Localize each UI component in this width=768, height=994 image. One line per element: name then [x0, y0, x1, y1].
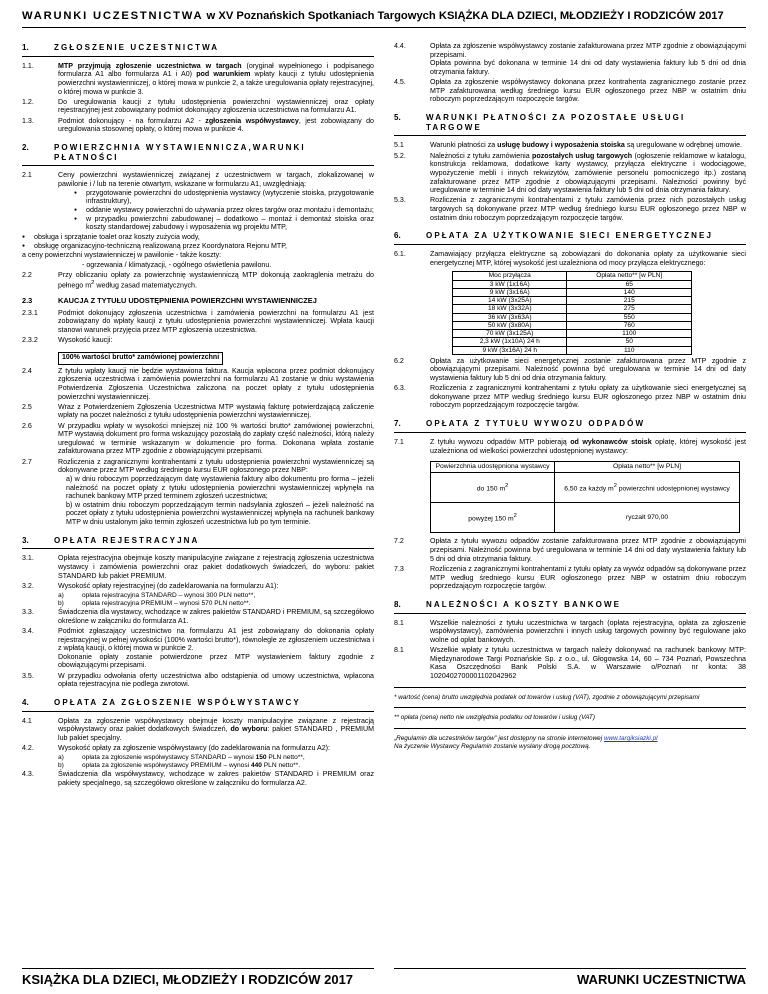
power-fee-table [452, 271, 692, 355]
page-footer [22, 968, 746, 988]
para-1-1: 1.1. MTP przyjmują zgłoszenie uczestnictwa w targach (oryginał wypełnionego i podpisanego formularza A1 albo formularza A1 i A0) pod warunkiem wpłaty kaucji z tytułu udostępnienia powierzchni wystawienniczej, o której mowa w punkcie 2, a także uregulowania opłaty rejestracyjnej, o której mowa w punkcie 3. [22, 61, 374, 96]
bullet-item: ● obsługa i sprzątanie toalet oraz koszty zużycia wody, [22, 233, 374, 242]
section-5-heading: 5. WARUNKI PŁATNOŚCI ZA POZOSTAŁE USŁUGI TARGOWE [394, 110, 746, 137]
table-row: 50 kW (3x80A) 760 [453, 321, 692, 329]
para-2-2: 2.2 Przy obliczaniu opłaty za powierzchnię wystawienniczą MTP dokonują zaokrąglenia metrażu do pełnego $m^2$ według zasad matematycznych. [22, 270, 374, 289]
table-row: 3 kW (1x16A) 65 [453, 280, 692, 288]
waste-fee-table [430, 461, 740, 533]
list-item-4-2-a: a) opłata za zgłoszenie współwystawcy STANDARD – wynosi 150 PLN netto**, [58, 754, 305, 762]
table-row: 14 kW (3x25A) 215 [453, 297, 692, 305]
para-2-4: 2.4 Z tytułu wpłaty kaucji nie będzie wystawiona faktura. Kaucja wpłacona przez podmiot dokonujący zgłoszenia uczestnictwa i zamówienia powierzchni na formularzu A1 zostanie w dniu wystawienia Potwierdzenia Zgłoszenia Uczestnictwa zaliczona na poczet opłaty z tytułu udostępnienia powierzchni wystawienniczej. [22, 366, 374, 401]
para-2-7-b: b) w ostatnim dniu roboczym poprzedzającym termin nadsyłania zgłoszeń – jeżeli należność na poczet opłaty z tytułu udostępnienia powierzchni wystawienniczej wpłynęła na rachunek bankowy MTP w dniu ustalonym jako termin zgłoszeń uczestnictwa lub po tym terminie. [66, 500, 374, 527]
subsection-2-3-heading: 2.3 KAUCJA Z TYTUŁU UDOSTĘPNIENIA POWIERZCHNI WYSTAWIENNICZEJ [22, 295, 317, 305]
deposit-box: 100% wartości brutto* zamówionej powierzchni [58, 352, 223, 365]
para-3-5: 3.5. W przypadku odwołania oferty uczestnictwa albo odstąpienia od umowy uczestnictwa, wpłacona opłata rejestracyjna nie podlega zwrotowi. [22, 671, 374, 689]
para-4-1: 4.1 Opłata za zgłoszenie współwystawcy obejmuje koszty manipulacyjne związane z rejestracją współwystawcy oraz pakiet dodatkowych świadczeń, do wyboru: pakiet STANDARD , PREMIUM lub pakiet specjalny. [22, 716, 374, 742]
para-1-3: 1.3. Podmiot dokonujący - na formularzu A2 - zgłoszenia współwystawcy, jest zobowiązany do uregulowania stosownej opłaty, o której mowa w punkcie 4. [22, 116, 374, 134]
para-2-5: 2.5 Wraz z Potwierdzeniem Zgłoszenia Uczestnictwa MTP wystawią fakturę potwierdzającą zaliczenie wpłaty na poczet należności z tytułu udostępnienia powierzchni wystawienniczej. [22, 402, 374, 420]
table-header: Opłata netto** [w PLN] [555, 462, 740, 473]
title-rest: w XV Poznańskich Spotkaniach Targowych [203, 10, 439, 22]
section-6-heading: 6. OPŁATA ZA UŻYTKOWANIE SIECI ENERGETYCZNEJ [394, 228, 746, 245]
columns [22, 34, 746, 789]
table-row: 70 kW (3x125A) 1100 [453, 330, 692, 338]
divider [394, 728, 746, 729]
title-emph: KSIĄŻKA DLA DZIECI, MŁODZIEŻY I RODZICÓW 2017 [438, 10, 724, 22]
table-row: 36 kW (3x63A) 550 [453, 313, 692, 321]
para-2-6: 2.6 W przypadku wpłaty w wysokości mniejszej niż 100 % wartości brutto* zamówionej powierzchni, MTP wystawią dokument pro forma wskazujący pozostałą do zapłaty część należności, którą należy uregulować w terminie wskazanym w dokumencie pro forma. Dokonana wpłata zostanie zafakturowana przez MTP zgodnie z obowiązującymi przepisami. [22, 421, 374, 456]
para-3-1: 3.1. Opłata rejestracyjna obejmuje koszty manipulacyjne związane z rejestracją zgłoszenia uczestnictwa wystawcy i zamówienia powierzchni oraz pakiet dodatkowych świadczeń, do wyboru: pakiet STANDARD lub pakiet PREMIUM. [22, 554, 374, 580]
table-row: 2,3 kW (1x10A) 24 h 50 [453, 338, 692, 346]
regulations-note: „Regulamin dla uczestników targów” jest dostępny na stronie internetowej www.targiksiazki.pl [394, 735, 658, 743]
page-title [22, 10, 746, 28]
para-7-2: 7.2 Opłata z tytułu wywozu odpadów zostanie zafakturowana przez MTP zgodnie z obowiązującymi przepisami. Należność powinna być uregulowana w terminie 14 dni od daty wystawienia faktury lub 5 dni od dnia otrzymania faktury. [394, 537, 746, 563]
table-row: powyżej 150 $m^2$ ryczałt 970,00 [431, 503, 740, 533]
section-1-heading: 1. ZGŁOSZENIE UCZESTNICTWA [22, 40, 374, 57]
regulations-mail-note: Na życzenie Wystawcy Regulamin zostanie wysłany drogą pocztową. [394, 742, 591, 750]
table-row: do 150 $m^2$ 6,50 za każdy $m^2$ powierzchni udostępnionej wystawcy [431, 473, 740, 503]
para-6-1: 6.1. Zamawiający przyłącza elektryczne są zobowiązani do dokonania opłaty za użytkowanie sieci energetycznej MTP, której wysokość jest uzależniona od mocy przyłącza elektrycznego: [394, 250, 746, 267]
divider [394, 687, 746, 688]
section-8-heading: 8. NALEŻNOŚCI A KOSZTY BANKOWE [394, 597, 746, 614]
section-4-heading: 4. OPŁATA ZA ZGŁOSZENIE WSPÓŁWYSTAWCY [22, 695, 374, 712]
para-3-4: 3.4. Podmiot zgłaszający uczestnictwo na formularzu A1 jest zobowiązany do dokonania opłaty rejestracyjnej w pełnej wysokości (100% wartości brutto*), równolegle ze zgłoszeniem uczestnictwa i z wpłatą kaucji, o której mowa w punkcie 2. Dokonanie opłaty zostanie potwierdzone przez MTP wystawieniem faktury zgodnie z obowiązującymi przepisami. [22, 626, 374, 670]
footnote-net: ** opłata (cena) netto nie uwzględnia podatku od towarów i usług (VAT) [394, 714, 595, 722]
para-4-3: 4.3. Świadczenia dla współwystawcy, wchodzące w zakres pakietów STANDARD i PREMIUM oraz pakiety specjalnego, są szczegółowo określone w załączniku do formularza A2. [22, 770, 374, 787]
para-2-3-1: 2.3.1 Podmiot dokonujący zgłoszenia uczestnictwa i zamówienia powierzchni na formularzu A1 jest zobowiązany do wpłaty kaucji z tytułu udostępnienia powierzchni wystawienniczej. Wpłata kaucji stanowi warunek przyjęcia przez MTP zgłoszenia uczestnictwa. [22, 308, 374, 334]
para-8-1b: 8.1 Wszelkie wpłaty z tytułu uczestnictwa w targach należy dokonywać na rachunek bankowy MTP: Międzynarodowe Targi Poznańskie Sp. z o.o., ul. Głogowska 14, 60 – 734 Poznań, Powszechna Kasa Oszczędności Bank Polski S.A. w Warszawie o/Poznań nr konta: 38 1020402700001102042962 [394, 645, 746, 680]
website-link[interactable]: www.targiksiazki.pl [603, 735, 658, 743]
bullet-list-2 [22, 233, 374, 250]
list-item-4-2-b: b) opłata za zgłoszenie współwystawcy PREMIUM – wynosi 440 PLN netto**. [58, 762, 301, 770]
para-2-7-a: a) w dniu roboczym poprzedzającym datę wystawienia faktury albo dokumentu pro forma – jeżeli należność na poczet opłaty z tytułu udostępnienia powierzchni wystawienniczej wpłynęła na rachunek bankowy MTP przed terminem zgłoszeń uczestnictwa; [66, 474, 374, 501]
para-1-2: 1.2. Do uregulowania kaucji z tytułu udostępnienia powierzchni wystawienniczej oraz opłaty rejestracyjnej jest zobowiązany podmiot dokonujący zgłoszenia uczestnictwa na formularzu A1. [22, 97, 374, 115]
para-2-3-2: 2.3.2 Wysokość kaucji: [22, 336, 113, 345]
para-7-3: 7.3 Rozliczenia z zagranicznymi kontrahentami z tytułu opłaty za wywóz odpadów są dokonywane przez MTP według średniego kursu EUR ogłoszonego przez NBP w ostatnim dniu roboczym poprzedzającym rozpoczęcie targów. [394, 564, 746, 591]
para-4-2: 4.2. Wysokość opłaty za zgłoszenie współwystawcy (do zadeklarowania na formularzu A2): [22, 744, 330, 753]
para-2-1-cont2: - ogrzewania / klimatyzacji, - ogólnego oświetlenia pawilonu. [82, 260, 272, 269]
table-row: 9 kW (3x16A) 24 h 110 [453, 346, 692, 354]
list-item-3-2-b: b) opłata rejestracyjna PREMIUM – wynosi 570 PLN netto**. [58, 600, 251, 608]
footer-doc-title: WARUNKI UCZESTNICTWA [394, 968, 746, 988]
para-5-1: 5.1 Warunki płatności za usługę budowy i wyposażenia stoiska są uregulowane w odrębnej umowie. [394, 141, 742, 150]
table-row: 9 kW (3x16A) 140 [453, 288, 692, 296]
right-column [394, 34, 746, 789]
para-8-1: 8.1 Wszelkie należności z tytułu uczestnictwa w targach (opłata rejestracyjna, opłata za zgłoszenie współwystawcy), zamówienia powierzchni i innych usług targowych powinny być regulowane jako wolne od opłat bankowych. [394, 618, 746, 644]
para-7-1: 7.1 Z tytułu wywozu odpadów MTP pobierają od wykonawców stoisk opłatę, której wysokość jest uzależniona od wielkości powierzchni udostępnionej wystawcy: [394, 437, 746, 455]
para-4-4: 4.4. Opłata za zgłoszenie współwystawcy zostanie zafakturowana przez MTP zgodnie z obowiązującymi przepisami. Opłata powinna być dokonana w terminie 14 dni od daty wystawienia faktury lub 5 dni od dnia otrzymania faktury. [394, 42, 746, 76]
para-6-3: 6.3. Rozliczenia z zagranicznymi kontrahentami z tytułu opłaty za użytkowanie sieci energetycznej są dokonywane przez MTP według średniego kursu EUR ogłoszonego przez NBP w ostatnim dniu roboczym poprzedzającym rozpoczęcie targów. [394, 384, 746, 410]
para-2-7: 2.7 Rozliczenia z zagranicznymi kontrahentami z tytułu udostępnienia powierzchni wystawienniczej są dokonywane przez MTP według średniego kursu EUR ogłoszonego przez NBP: a) w dniu roboczym poprzedzającym datę wystawienia faktury albo dokumentu pro forma – jeżeli należność na poczet opłaty z tytułu udostępnienia powierzchni wystawienniczej wpłynęła na rachunek bankowy MTP przed terminem zgłoszeń uczestnictwa; b) w ostatnim dniu roboczym poprzedzającym termin nadsyłania zgłoszeń – jeżeli należność na poczet opłaty z tytułu udostępnienia powierzchni wystawienniczej wpłynęła na rachunek bankowy MTP w dniu ustalonym jako termin zgłoszeń uczestnictwa lub po tym terminie. [22, 457, 374, 527]
para-5-3: 5.3. Rozliczenia z zagranicznymi kontrahentami z tytułu zamówienia przez nich pozostałych usług targowych są dokonywane przez MTP według średniego kursu EUR ogłoszonego przez NBP w ostatnim dniu roboczym poprzedzającym rozpoczęcie targów. [394, 196, 746, 222]
title-prefix: WARUNKI UCZESTNICTWA [22, 10, 204, 22]
para-3-2: 3.2. Wysokość opłaty rejestracyjnej (do zadeklarowania na formularzu A1): [22, 581, 279, 590]
list-item-3-2-a: a) opłata rejestracyjna STANDARD – wynosi 300 PLN netto**, [58, 592, 256, 600]
para-6-2: 6.2 Opłata za użytkowanie sieci energetycznej zostanie zafakturowana przez MTP zgodnie z obowiązującymi przepisami. Należność powinna być uregulowana w terminie 14 dni od daty wystawienia faktury lub 5 dni od dnia otrzymania faktury. [394, 356, 746, 383]
table-header: Opłata netto** [w PLN] [567, 272, 692, 280]
para-4-5: 4.5. Opłata za zgłoszenie współwystawcy dokonana przez kontrahenta zagranicznego zostanie przez MTP zafakturowana według średniego kursu EUR ogłoszonego przez NBP w ostatnim dniu roboczym poprzedzającym rozpoczęcie targów. [394, 78, 746, 104]
bullet-item: ● w przypadku powierzchni zabudowanej – dodatkowo – montaż i demontaż stoiska oraz koszty standardowej zabudowy i wyposażenia wg projektu MTP, [74, 215, 374, 232]
bullet-item: ● obsługę organizacyjno-techniczną realizowaną przez Koordynatora Rejonu MTP, [22, 242, 374, 251]
section-2-heading: 2. POWIERZCHNIA WYSTAWIENNICZA,WARUNKI PŁATNOŚCI [22, 140, 374, 167]
para-2-1-cont: a ceny powierzchni wystawienniczej w pawilonie - także koszty: [22, 250, 222, 259]
divider [394, 707, 746, 708]
para-3-3: 3.3. Świadczenia dla wystawcy, wchodzące w zakres pakietów STANDARD i PREMIUM, są szczegółowo określone w załączniku do formularza A1. [22, 608, 374, 625]
bullet-list [58, 189, 374, 232]
left-column [22, 34, 374, 789]
para-2-1: 2.1 Ceny powierzchni wystawienniczej związanej z uczestnictwem w targach, zlokalizowanej w pawilonie i / lub na terenie otwartym, wskazane w formularzu A1, uwzględniają: ● przygotowanie powierzchni do udostępnienia wystawcy (wytyczenie stoiska, przygotowanie infrastruktury), ● oddanie wystawcy powierzchni do używania przez okres targów oraz montażu i demontażu; ● w przypadku powierzchni zabudowanej – dodatkowo – montaż i demontaż stoiska oraz koszty standardowej zabudowy i wyposażenia wg projektu MTP, [22, 171, 374, 231]
table-header: Moc przyłącza [453, 272, 567, 280]
table-header-row [431, 462, 740, 473]
footnote-gross: * wartość (cena) brutto uwzględnia podatek od towarów i usług (VAT), zgodnie z obowiązującymi przepisami [394, 693, 700, 701]
bullet-item: ● oddanie wystawcy powierzchni do używania przez okres targów oraz montażu i demontażu; [74, 206, 374, 215]
section-7-heading: 7. OPŁATA Z TYTUŁU WYWOZU ODPADÓW [394, 416, 746, 433]
table-header: Powierzchnia udostępniona wystawcy [431, 462, 555, 473]
table-header-row [453, 272, 692, 280]
section-3-heading: 3. OPŁATA REJESTRACYJNA [22, 533, 374, 550]
bullet-item: ● przygotowanie powierzchni do udostępnienia wystawcy (wytyczenie stoiska, przygotowanie infrastruktury), [74, 189, 374, 206]
table-row: 18 kW (3x32A) 275 [453, 305, 692, 313]
para-5-2: 5.2. Należności z tytułu zamówienia pozostałych usług targowych (ogłoszenie reklamowe w katalogu, konstrukcja reklamowa, dodatkowe karty wystawcy, przyłącza elektryczne i wodociągowe, wypożyczenie mebli i innych rekwizytów, zamówienie personelu pomocniczego itp.) zostaną zafakturowane przez MTP zgodnie z obowiązującymi przepisami. Należności powinny być uregulowane w terminie 14 dni od daty wystawienia faktury lub 5 dni od dnia otrzymania faktury. [394, 151, 746, 195]
footer-event-title: KSIĄŻKA DLA DZIECI, MŁODZIEŻY I RODZICÓW 2017 [22, 968, 374, 988]
